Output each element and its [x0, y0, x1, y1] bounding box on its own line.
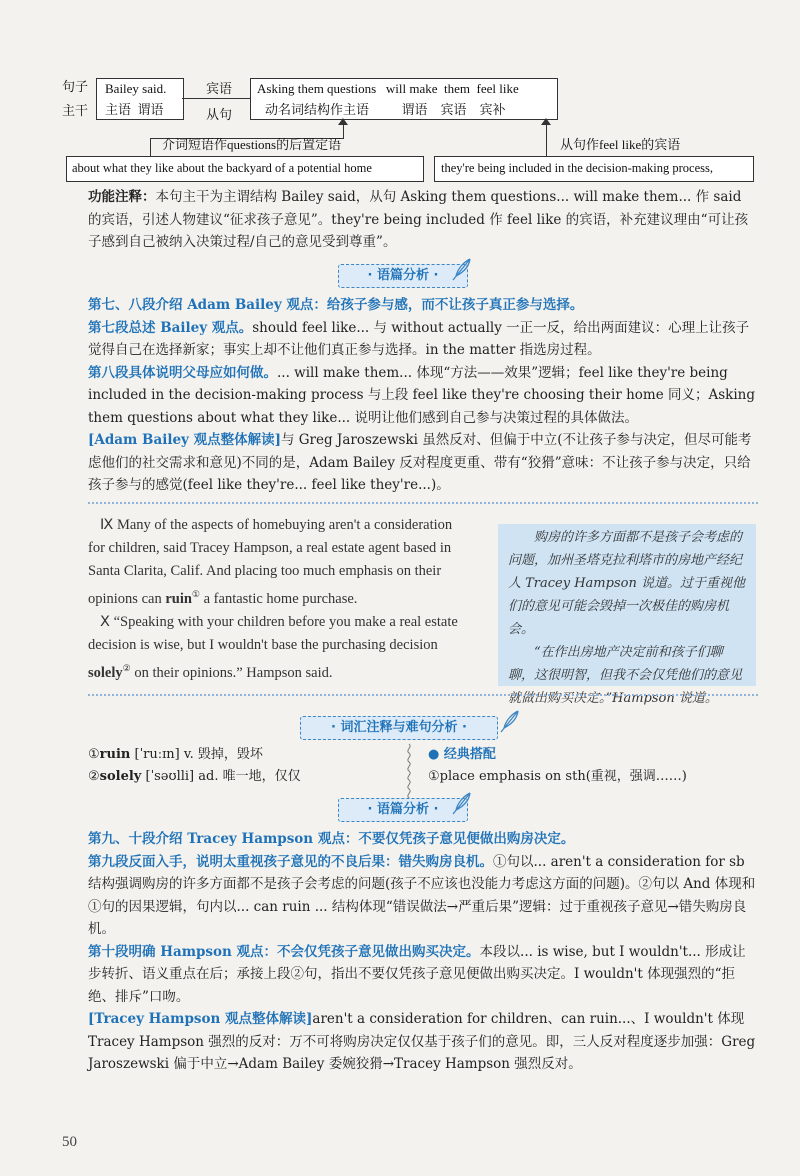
p10-lead: 第十段明确 Hampson 观点：不会仅凭孩子意见做出购买决定。 — [88, 943, 480, 960]
clause-label: 从句 — [206, 107, 233, 122]
left-note: 介词短语作questions的后置定语 — [162, 137, 342, 152]
collocation-item: ①place emphasis on sth(重视，强调……) — [428, 769, 687, 784]
p10-text-a: “Speaking with your children before you make a real estate decision is wise, but I wouldn't base the purchasing decision — [88, 613, 458, 653]
vocab-1-word: ruin — [99, 747, 131, 762]
discourse-analysis-tag: · 语篇分析 · — [338, 264, 468, 288]
right-phrase-box — [434, 156, 754, 182]
main-clause-text: Bailey said. — [105, 81, 167, 96]
clause-box — [250, 78, 558, 120]
object-label: 宾语 — [206, 81, 233, 96]
feather-pen-icon-3 — [450, 790, 474, 816]
p10-word-solely: solely — [88, 664, 123, 681]
left-phrase-text: about what they like about the backyard of a potential home — [72, 161, 372, 175]
vocab-2-word: solely — [99, 769, 142, 784]
section-7-8 — [88, 294, 758, 497]
vocab-item-solely — [88, 766, 408, 788]
diagram-side-label-1: 句子 — [62, 79, 89, 94]
p9-analysis-text: ①句以... aren't a consideration for sb 结构强调购房的许多方面都不是孩子会考虑的问题(孩子不应该也没能力考虑这方面的问题)。②句以 And 体现和①句的因果逻辑，句内以... can ruin ... 结构体现“错误做法→严重后果”逻辑：过于重视孩子意见→错失购房良机。 — [88, 853, 756, 937]
p8-analysis — [88, 362, 758, 430]
left-phrase-box — [66, 156, 424, 182]
right-phrase-text: they're being included in the decision-making process, — [441, 161, 713, 175]
function-note-text: 本句主干为主谓结构 Bailey said，从句 Asking them questions... will make them... 作 said 的宾语，引述人物建议“征求孩子意见”。they're being included 作 feel like 的宾语，补充建议理由“可让孩子感到自己被纳入决策过程/自己的意见受到尊重”。 — [88, 189, 749, 250]
adam-bailey-summary-lead: [Adam Bailey 观点整体解读] — [88, 432, 281, 448]
p10-number: Ⅹ — [100, 613, 110, 630]
vocab-2-num: ② — [88, 769, 100, 784]
clause-parts: 动名词结构作主语 谓语 宾语 宾补 — [265, 102, 506, 117]
vocab-2-def: [ˈsəʊlli] ad. 唯一地，仅仅 — [141, 769, 301, 784]
p10-analysis-text: 本段以... is wise, but I wouldn't... 形成让步转折、语义重点在后；承接上段②句，指出不要仅凭孩子意见便做出购买决定。I wouldn't 体现强烈的“拒绝、排斥”口吻。 — [88, 943, 746, 1005]
collocation-label: ● 经典搭配 — [428, 747, 496, 762]
collocation — [428, 744, 748, 788]
hampson-summary-text: aren't a consideration for children、can ruin...、I wouldn't 体现 Tracey Hampson 强烈的反对：万不可将购房决定仅仅基于孩子们的意见。即，三人反对程度逐步加强：Greg Jaroszewski 偏于中立→Adam Bailey 委婉狡猾→Tracey Hampson 强烈反对。 — [88, 1011, 756, 1072]
p10-text-b: on their opinions.” Hampson said. — [130, 664, 333, 681]
p9-lead: 第九段反面入手，说明太重视孩子意见的不良后果：错失购房良机。 — [88, 853, 493, 870]
p7-analysis — [88, 317, 758, 362]
adam-bailey-summary — [88, 429, 758, 497]
vocab-list — [88, 744, 408, 788]
feather-pen-icon — [450, 256, 474, 282]
p8-text: ... will make them... 体现“方法——效果”逻辑；feel like they're being included in the decision-making process 与上段 feel like they're choosing their home 同义；Asking them questions about what they like... 说明让他们感到自己参与决策过程的具体做法。 — [88, 364, 756, 426]
right-note: 从句作feel like的宾语 — [560, 137, 681, 152]
vocab-item-ruin — [88, 744, 408, 766]
vocab-1-def: [ˈruːɪn] v. 毁掉，毁坏 — [130, 747, 263, 762]
translation-p10: “在作出房地产决定前和孩子们聊聊，这很明智，但我不会仅凭他们的意见就做出购买决定。”Hampson 说道。 — [508, 645, 743, 706]
function-note-label: 功能注释： — [88, 189, 156, 205]
divider-top — [88, 502, 758, 504]
translation-p9: 购房的许多方面都不是孩子会考虑的问题，加州圣塔克拉利塔市的房地产经纪人 Tracey Hampson 说道。过于重视他们的意见可能会毁掉一次极佳的购房机会。 — [508, 530, 745, 637]
hampson-summary-lead: [Tracey Hampson 观点整体解读] — [88, 1011, 313, 1027]
p9-analysis — [88, 851, 758, 941]
section-9-10-heading: 第九、十段介绍 Tracey Hampson 观点：不要仅凭孩子意见便做出购房决定。 — [88, 831, 575, 847]
section-9-10 — [88, 828, 758, 1076]
p9-text-a: Many of the aspects of homebuying aren't a consideration for children, said Tracey Hampson, a real estate agent based in Santa Clarita, Calif. And placing too much emphasis on their opinions can — [88, 517, 453, 607]
p8-lead: 第八段具体说明父母应如何做。 — [88, 364, 277, 381]
main-clause-parts: 主语 谓语 — [105, 102, 164, 117]
function-note — [88, 186, 758, 254]
left-arrow-drop — [150, 138, 151, 156]
p9-number: Ⅸ — [100, 517, 114, 533]
divider-bottom — [88, 694, 758, 696]
article-english — [88, 514, 460, 685]
connector-line — [182, 98, 250, 99]
left-arrow-head — [338, 118, 348, 125]
translation-box — [498, 524, 756, 706]
clause-text: Asking them questions will make them feel like — [257, 81, 519, 96]
vocab-analysis-tag: · 词汇注释与难句分析 · — [300, 716, 498, 740]
article-p9 — [88, 514, 460, 611]
right-arrow-stem — [546, 120, 547, 156]
p9-word-ruin: ruin — [165, 590, 192, 607]
vocab-1-num: ① — [88, 747, 100, 762]
page-number: 50 — [62, 1134, 77, 1150]
p7-lead: 第七段总述 Bailey 观点。 — [88, 319, 253, 336]
p9-text-b: a fantastic home purchase. — [200, 590, 358, 607]
hampson-summary — [88, 1008, 758, 1076]
diagram-side-label-2: 主干 — [62, 103, 89, 118]
p7-text: should feel like... 与 without actually 一正一反，给出两面建议：心理上让孩子觉得自己在选择新家；事实上却不让他们真正参与选择。in the matter 指选房过程。 — [88, 319, 750, 358]
discourse-analysis-tag-2: · 语篇分析 · — [338, 798, 468, 822]
article-p10 — [88, 611, 460, 685]
adam-bailey-summary-text: 与 Greg Jaroszewski 虽然反对、但偏于中立(不让孩子参与决定，但尽可能考虑他们的社交需求和意见)不同的是，Adam Bailey 反对程度更重、带有“狡猾”意味：不让孩子参与决定，只给孩子参与的感觉(feel like they're... feel like they're...)。 — [88, 432, 752, 493]
p10-footnote-mark: ② — [122, 662, 131, 673]
p10-analysis — [88, 941, 758, 1009]
right-arrow-head — [541, 118, 551, 125]
main-clause-box — [96, 78, 184, 120]
section-7-8-heading: 第七、八段介绍 Adam Bailey 观点：给孩子参与感，而不让孩子真正参与选择。 — [88, 297, 584, 313]
p9-footnote-mark: ① — [191, 589, 200, 599]
feather-pen-icon-2 — [498, 708, 522, 734]
